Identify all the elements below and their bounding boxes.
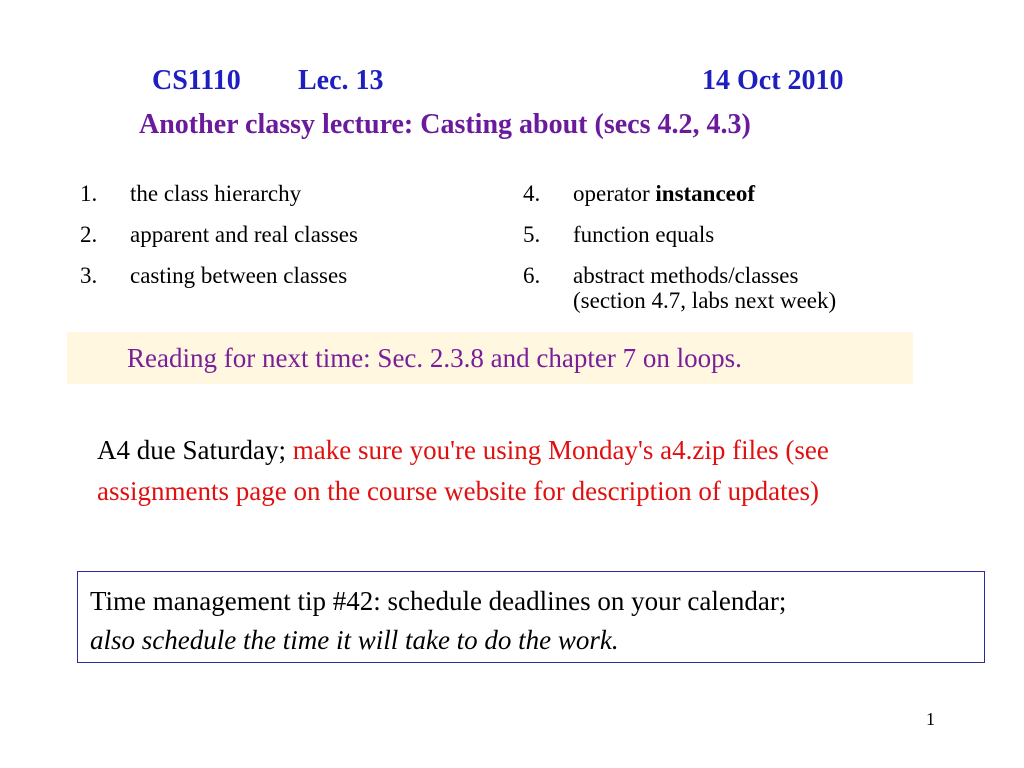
lecture-number: Lec. 13 bbox=[298, 65, 384, 96]
assignment-warning: make sure you're using Monday's a4.zip files (see assignments page on the course website for description of updates) bbox=[97, 435, 829, 506]
topic-number: 5. bbox=[523, 222, 541, 247]
topic-number: 2. bbox=[80, 222, 98, 247]
topic-text: the class hierarchy bbox=[130, 181, 302, 206]
topic-text: operator instanceof bbox=[573, 181, 756, 206]
topic-text: apparent and real classes bbox=[130, 222, 358, 247]
topic-number: 1. bbox=[80, 181, 98, 206]
topic-text: abstract methods/classes bbox=[573, 263, 799, 288]
slide-subtitle: Another classy lecture: Casting about (secs 4.2, 4.3) bbox=[139, 109, 751, 140]
tip-text-italic: also schedule the time it will take to do the work. bbox=[90, 625, 619, 655]
topic-text: function equals bbox=[573, 222, 715, 247]
keyword-instanceof: instanceof bbox=[655, 181, 756, 206]
lecture-date: 14 Oct 2010 bbox=[702, 65, 844, 96]
topic-number: 6. bbox=[523, 263, 541, 288]
course-code: CS1110 bbox=[152, 65, 241, 96]
tip-text: Time management tip #42: schedule deadlines on your calendar; bbox=[90, 586, 787, 616]
topic-text-continued: (section 4.7, labs next week) bbox=[573, 288, 837, 313]
reading-assignment: Reading for next time: Sec. 2.3.8 and chapter 7 on loops. bbox=[127, 343, 742, 373]
topic-number: 4. bbox=[523, 181, 541, 206]
assignment-notice bbox=[97, 430, 927, 512]
assignment-due: A4 due Saturday; bbox=[97, 435, 293, 465]
topic-text: casting between classes bbox=[130, 263, 348, 288]
topic-number: 3. bbox=[80, 263, 98, 288]
page-number: 1 bbox=[926, 709, 935, 729]
